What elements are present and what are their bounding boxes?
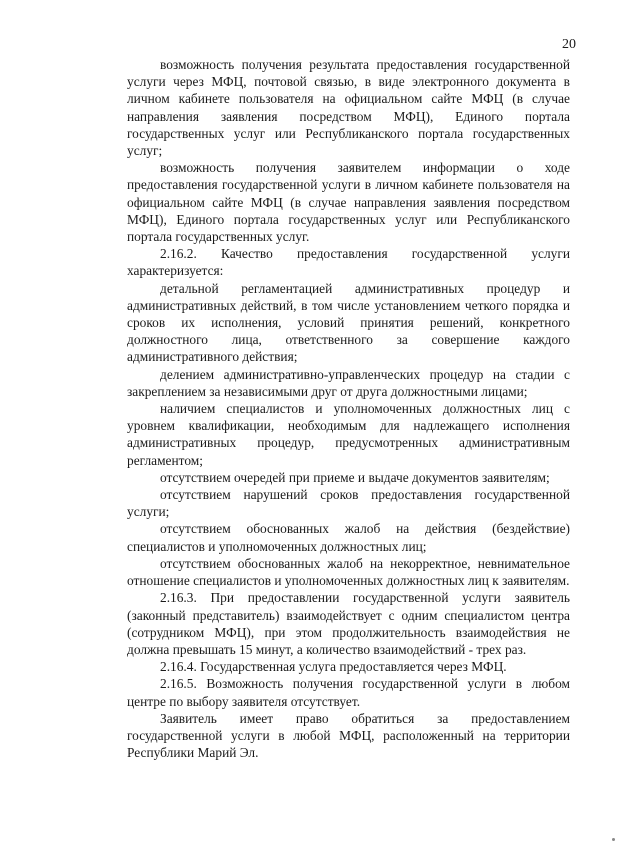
paragraph: отсутствием обоснованных жалоб на действия (бездействие) специалистов и уполномоченных должностных лиц; (127, 521, 570, 554)
paragraph: наличием специалистов и уполномоченных должностных лиц с уровнем квалификации, необходимым для надлежащего исполнения административных процедур, предусмотренных административным регламентом; (127, 401, 570, 468)
paragraph: отсутствием очередей при приеме и выдаче документов заявителям; (160, 469, 550, 485)
page-number: 20 (562, 37, 576, 52)
paragraph: 2.16.2. Качество предоставления государственной услуги характеризуется: (127, 246, 570, 279)
document-body (127, 56, 570, 761)
paragraph: 2.16.3. При предоставлении государственной услуги заявитель (законный представитель) взаимодействует с одним специалистом центра (сотрудником МФЦ), при этом продолжительность взаимодействия не должна превышать 15 минут, а количество взаимодействий - трех раз. (127, 590, 570, 657)
paragraph: возможность получения результата предоставления государственной услуги через МФЦ, почтовой связью, в виде электронного документа в личном кабинете пользователя на официальном сайте МФЦ (в случае направления заявления посредством МФЦ), Единого портала государственных услуг или Республиканского портала государственных услуг; (127, 57, 570, 159)
paragraph: отсутствием нарушений сроков предоставления государственной услуги; (127, 487, 570, 520)
paragraph: 2.16.5. Возможность получения государственной услуги в любом центре по выбору заявителя отсутствует. (127, 676, 570, 709)
paragraph: делением административно-управленческих процедур на стадии с закреплением за независимыми друг от друга должностными лицами; (127, 366, 570, 399)
paragraph: 2.16.4. Государственная услуга предоставляется через МФЦ. (160, 659, 507, 675)
paragraph: детальной регламентацией административных процедур и административных действий, в том числе установлением четкого порядка и сроков их исполнения, условий принятия решений, конкретного должностного лица, ответственного за совершение каждого административного действия; (127, 280, 570, 365)
scan-speck (612, 838, 615, 841)
paragraph: Заявитель имеет право обратиться за предоставлением государственной услуги в любой МФЦ, расположенный на территории Республики Марий Эл. (127, 710, 570, 761)
paragraph: отсутствием обоснованных жалоб на некорректное, невнимательное отношение специалистов и уполномоченных должностных лиц к заявителям. (127, 555, 570, 589)
paragraph: возможность получения заявителем информации о ходе предоставления государственной услуги в личном кабинете пользователя на официальном сайте МФЦ (в случае направления заявления посредством МФЦ), Единого портала государственных услуг или Республиканского портала государственных услуг. (127, 160, 570, 245)
